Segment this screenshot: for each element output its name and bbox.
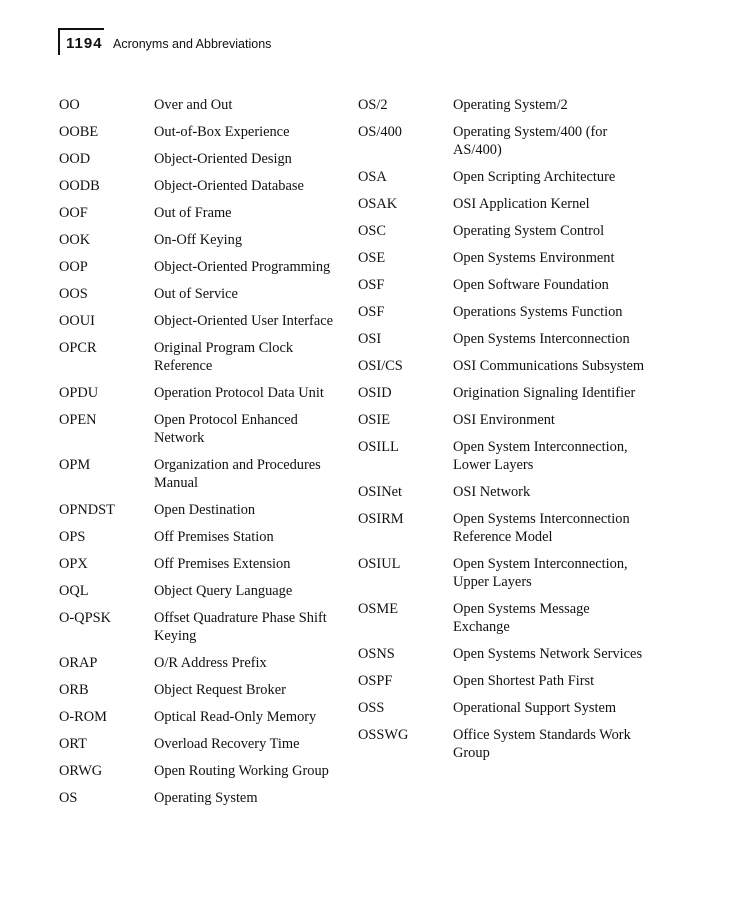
definition: Open Routing Working Group — [154, 763, 329, 779]
acronym-entry — [59, 654, 349, 672]
acronym-entry — [358, 384, 648, 402]
acronym-entry — [358, 411, 648, 429]
running-title: Acronyms and Abbreviations — [113, 37, 272, 51]
acronym: OODB — [59, 178, 100, 194]
acronym-entry — [59, 735, 349, 753]
definition: Out-of-Box Experience — [154, 124, 290, 140]
acronym-entry — [59, 456, 349, 492]
acronym-entry — [358, 438, 648, 474]
acronym-entry — [358, 600, 648, 636]
definition: Out of Service — [154, 286, 238, 302]
definition: Open System Interconnection, Lower Layers — [453, 439, 628, 473]
acronym-entry — [59, 204, 349, 222]
acronym-entry — [358, 483, 648, 501]
definition: Object-Oriented Programming — [154, 259, 331, 275]
definition: Operating System/400 (for AS/400) — [453, 124, 608, 158]
definition: Open Software Foundation — [453, 277, 609, 293]
header-rule-top — [58, 28, 104, 30]
acronym-entry — [358, 168, 648, 186]
acronym-entry — [358, 726, 648, 762]
acronym: OSC — [358, 223, 386, 239]
acronym-entry — [59, 789, 349, 807]
acronym-entry — [358, 195, 648, 213]
acronym-entry — [59, 312, 349, 330]
definition: Open System Interconnection, Upper Layers — [453, 556, 628, 590]
page-number: 1194 — [66, 35, 103, 52]
acronym-entry — [358, 96, 648, 114]
acronym: OSS — [358, 700, 385, 716]
definition: Organization and Procedures Manual — [154, 457, 321, 491]
definition: OSI Network — [453, 484, 531, 500]
definition: Operations Systems Function — [453, 304, 623, 320]
acronym-entry — [59, 609, 349, 645]
acronym: OPX — [59, 556, 88, 572]
definition: Open Systems Interconnection — [453, 331, 630, 347]
definition: On-Off Keying — [154, 232, 243, 248]
acronym-entry — [59, 384, 349, 402]
acronym-entry — [358, 249, 648, 267]
acronym-entry — [358, 555, 648, 591]
acronym-entry — [358, 699, 648, 717]
acronym: OSI/CS — [358, 358, 403, 374]
acronym: OSNS — [358, 646, 395, 662]
acronym-entry — [59, 528, 349, 546]
acronym-entry — [59, 285, 349, 303]
acronym: OSE — [358, 250, 386, 266]
acronym: OSINet — [358, 484, 402, 500]
acronym: OOD — [59, 151, 91, 167]
acronym: OSF — [358, 304, 385, 320]
acronym: OSAK — [358, 196, 398, 212]
definition: Over and Out — [154, 97, 233, 113]
acronym-entry — [59, 582, 349, 600]
acronym: OOBE — [59, 124, 99, 140]
acronym-entry — [358, 123, 648, 159]
definition: Office System Standards Work Group — [453, 727, 631, 761]
acronym: OS/2 — [358, 97, 388, 113]
acronym: OPNDST — [59, 502, 115, 518]
definition: Original Program Clock Reference — [154, 340, 294, 374]
page-header — [58, 28, 358, 56]
definition: OSI Environment — [453, 412, 555, 428]
acronym-entry — [59, 501, 349, 519]
acronym: OPEN — [59, 412, 97, 428]
acronym: OOUI — [59, 313, 95, 329]
acronym-entry — [358, 645, 648, 663]
acronym-entry — [59, 231, 349, 249]
acronym-entry — [59, 177, 349, 195]
definition: Operating System — [154, 790, 258, 806]
acronym: OSIRM — [358, 511, 404, 527]
acronym-entry — [358, 222, 648, 240]
definition: Object-Oriented Design — [154, 151, 292, 167]
acronym: ORAP — [59, 655, 98, 671]
definition: Operating System Control — [453, 223, 605, 239]
definition: Off Premises Extension — [154, 556, 291, 572]
acronym-entry — [59, 681, 349, 699]
acronym: OSSWG — [358, 727, 409, 743]
acronym: OPS — [59, 529, 86, 545]
acronym: OSID — [358, 385, 392, 401]
definition: Object-Oriented User Interface — [154, 313, 333, 329]
acronym-entry — [59, 339, 349, 375]
acronym-entry — [59, 762, 349, 780]
definition: Overload Recovery Time — [154, 736, 300, 752]
acronym-entry — [59, 150, 349, 168]
definition: Open Systems Network Services — [453, 646, 643, 662]
acronym: OSPF — [358, 673, 393, 689]
acronym: OOS — [59, 286, 88, 302]
definition: Open Systems Message Exchange — [453, 601, 590, 635]
acronym-entry — [358, 510, 648, 546]
acronym: OOK — [59, 232, 91, 248]
acronym: OS — [59, 790, 78, 806]
acronym: O-ROM — [59, 709, 107, 725]
acronym: OSF — [358, 277, 385, 293]
definition: Out of Frame — [154, 205, 232, 221]
acronym: O-QPSK — [59, 610, 111, 626]
acronym: OSIUL — [358, 556, 401, 572]
acronym: ORT — [59, 736, 87, 752]
acronym-entry — [358, 357, 648, 375]
definition: Optical Read-Only Memory — [154, 709, 317, 725]
definition: Object Request Broker — [154, 682, 286, 698]
acronym-entry — [59, 258, 349, 276]
definition: Operating System/2 — [453, 97, 568, 113]
right-column — [358, 96, 648, 771]
acronym: OPCR — [59, 340, 97, 356]
acronym-entry — [358, 303, 648, 321]
definition: OSI Communications Subsystem — [453, 358, 645, 374]
acronym: OOP — [59, 259, 88, 275]
acronym: OS/400 — [358, 124, 402, 140]
definition: Open Destination — [154, 502, 256, 518]
definition: Object Query Language — [154, 583, 293, 599]
acronym: OSME — [358, 601, 398, 617]
definition: OSI Application Kernel — [453, 196, 590, 212]
acronym: OPM — [59, 457, 91, 473]
acronym-entry — [59, 555, 349, 573]
acronym: OSI — [358, 331, 382, 347]
definition: Open Systems Interconnection Reference Model — [453, 511, 630, 545]
acronym-entry — [59, 123, 349, 141]
definition: Operation Protocol Data Unit — [154, 385, 324, 401]
definition: Object-Oriented Database — [154, 178, 304, 194]
acronym: ORB — [59, 682, 89, 698]
acronym-entry — [358, 330, 648, 348]
acronym-entry — [59, 96, 349, 114]
acronym-entry — [358, 276, 648, 294]
definition: Open Shortest Path First — [453, 673, 595, 689]
definition: Open Scripting Architecture — [453, 169, 616, 185]
definition: Open Systems Environment — [453, 250, 615, 266]
acronym: OOF — [59, 205, 88, 221]
acronym-entry — [358, 672, 648, 690]
definition: Origination Signaling Identifier — [453, 385, 636, 401]
acronym: OSILL — [358, 439, 399, 455]
acronym-entry — [59, 708, 349, 726]
definition: Offset Quadrature Phase Shift Keying — [154, 610, 327, 644]
acronym: OO — [59, 97, 80, 113]
header-rule-left — [58, 28, 60, 55]
acronym: OSIE — [358, 412, 390, 428]
acronym: OSA — [358, 169, 387, 185]
definition: Off Premises Station — [154, 529, 274, 545]
acronym-entry — [59, 411, 349, 447]
left-column — [59, 96, 349, 816]
acronym: OQL — [59, 583, 89, 599]
definition: Open Protocol Enhanced Network — [154, 412, 298, 446]
acronym: OPDU — [59, 385, 99, 401]
acronym: ORWG — [59, 763, 103, 779]
definition: Operational Support System — [453, 700, 617, 716]
definition: O/R Address Prefix — [154, 655, 267, 671]
